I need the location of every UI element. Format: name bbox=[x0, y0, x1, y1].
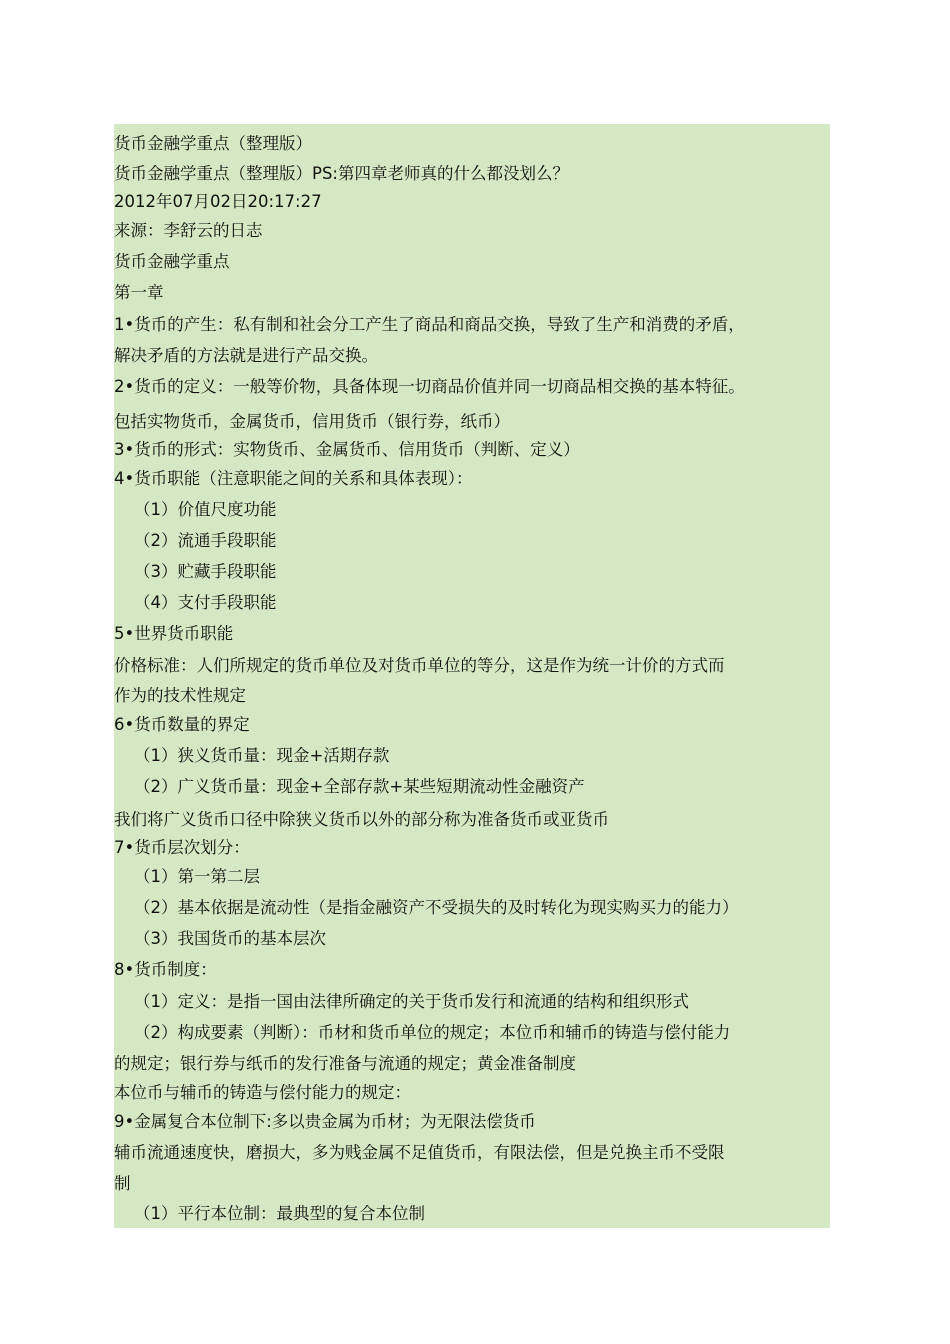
list-item: （4）支付手段职能 bbox=[134, 593, 277, 612]
list-item: （1）平行本位制：最典型的复合本位制 bbox=[134, 1204, 425, 1223]
text-line: 价格标准：人们所规定的货币单位及对货币单位的等分，这是作为统一计价的方式而 bbox=[114, 656, 725, 675]
list-item: （3）我国货币的基本层次 bbox=[134, 929, 326, 948]
list-item: （2）基本依据是流动性（是指金融资产不受损失的及时转化为现实购买力的能力） bbox=[134, 898, 739, 917]
section-heading: 货币金融学重点 bbox=[114, 252, 230, 271]
text-line: 包括实物货币，金属货币，信用货币（银行券，纸币） bbox=[114, 412, 510, 431]
text-line: 1•货币的产生：私有制和社会分工产生了商品和商品交换，导致了生产和消费的矛盾， bbox=[114, 315, 745, 334]
list-item: （1）定义：是指一国由法律所确定的关于货币发行和流通的结构和组织形式 bbox=[134, 992, 689, 1011]
text-line: 5•世界货币职能 bbox=[114, 624, 234, 643]
document-body bbox=[114, 124, 830, 1228]
text-line: 6•货币数量的界定 bbox=[114, 715, 250, 734]
list-item: （1）狭义货币量：现金+活期存款 bbox=[134, 746, 390, 765]
post-date: 2012年07月02日20:17:27 bbox=[114, 192, 322, 211]
document-subtitle: 货币金融学重点（整理版）PS:第四章老师真的什么都没划么？ bbox=[114, 164, 569, 183]
text-line: 的规定；银行券与纸币的发行准备与流通的规定；黄金准备制度 bbox=[114, 1054, 576, 1073]
text-line: 制 bbox=[114, 1174, 131, 1193]
source-line: 来源：李舒云的日志 bbox=[114, 221, 263, 240]
list-item: （2）广义货币量：现金+全部存款+某些短期流动性金融资产 bbox=[134, 777, 585, 796]
chapter-heading: 第一章 bbox=[114, 283, 164, 302]
list-item: （1）第一第二层 bbox=[134, 867, 260, 886]
text-line: 8•货币制度： bbox=[114, 960, 217, 979]
list-item: （2）构成要素（判断）：币材和货币单位的规定；本位币和辅币的铸造与偿付能力 bbox=[134, 1023, 731, 1042]
text-line: 3•货币的形式：实物货币、金属货币、信用货币（判断、定义） bbox=[114, 440, 580, 459]
text-line: 我们将广义货币口径中除狭义货币以外的部分称为准备货币或亚货币 bbox=[114, 810, 609, 829]
document-title: 货币金融学重点（整理版） bbox=[114, 134, 312, 153]
text-line: 2•货币的定义：一般等价物，具备体现一切商品价值并同一切商品相交换的基本特征。 bbox=[114, 377, 745, 396]
text-line: 4•货币职能（注意职能之间的关系和具体表现）： bbox=[114, 469, 473, 488]
text-line: 辅币流通速度快，磨损大，多为贱金属不足值货币，有限法偿，但是兑换主币不受限 bbox=[114, 1143, 725, 1162]
list-item: （1）价值尺度功能 bbox=[134, 500, 277, 519]
text-line: 作为的技术性规定 bbox=[114, 686, 246, 705]
text-line: 9•金属复合本位制下:多以贵金属为币材；为无限法偿货币 bbox=[114, 1112, 536, 1131]
list-item: （3）贮藏手段职能 bbox=[134, 562, 277, 581]
list-item: （2）流通手段职能 bbox=[134, 531, 277, 550]
text-line: 7•货币层次划分： bbox=[114, 838, 250, 857]
text-line: 解决矛盾的方法就是进行产品交换。 bbox=[114, 346, 378, 365]
text-line: 本位币与辅币的铸造与偿付能力的规定： bbox=[114, 1083, 411, 1102]
